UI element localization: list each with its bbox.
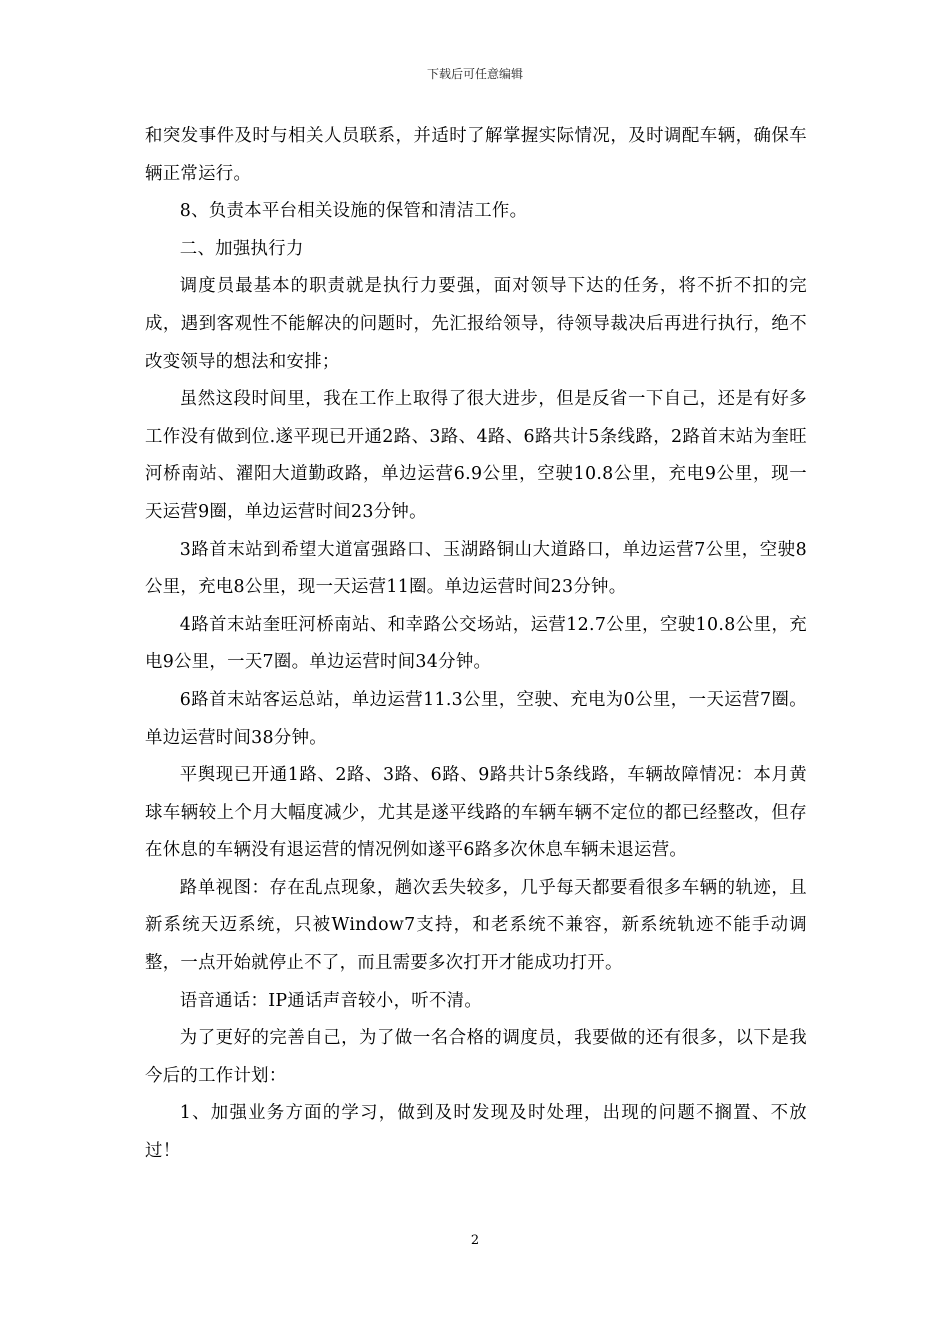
paragraph-route-3: 3路首末站到希望大道富强路口、玉湖路铜山大道路口，单边运营7公里，空驶8公里，充电8公里，现一天运营11圈。单边运营时间23分钟。	[145, 539, 807, 598]
paragraph-suiping-lines: 虽然这段时间里，我在工作上取得了很大进步，但是反省一下自己，还是有好多工作没有做到位.遂平现已开通2路、3路、4路、6路共计5条线路，2路首末站为奎旺河桥南站、濯阳大道勤政路，单边运营6.9公里，空驶10.8公里，充电9公里，现一天运营9圈，单边运营时间23分钟。	[145, 389, 807, 522]
paragraph-route-6: 6路首末站客运总站，单边运营11.3公里，空驶、充电为0公里，一天运营7圈。单边运营时间38分钟。	[145, 689, 807, 748]
paragraph-work-plan-intro: 为了更好的完善自己，为了做一名合格的调度员，我要做的还有很多，以下是我今后的工作计划：	[145, 1028, 807, 1086]
paragraph-pingyu-lines: 平舆现已开通1路、2路、3路、6路、9路共计5条线路，车辆故障情况：本月黄球车辆较上个月大幅度减少，尤其是遂平线路的车辆车辆不定位的都已经整改，但存在休息的车辆没有退运营的情况例如遂平6路多次休息车辆未退运营。	[145, 765, 807, 861]
paragraph-voice-call: 语音通话：IP通话声音较小，听不清。	[179, 990, 483, 1011]
page-number: 2	[470, 1233, 480, 1248]
section-heading-execution: 二、加强执行力	[179, 238, 304, 259]
paragraph-route-view: 路单视图：存在乱点现象，趟次丢失较多，几乎每天都要看很多车辆的轨迹，且新系统天迈系统，只被Window7支持，和老系统不兼容，新系统轨迹不能手动调整，一点开始就停止不了，而且需要多次打开才能成功打开。	[145, 877, 807, 974]
page-header: 下载后可任意编辑	[426, 67, 523, 81]
paragraph-plan-item-1: 1、加强业务方面的学习，做到及时发现及时处理，出现的问题不搁置、不放过！	[145, 1103, 807, 1162]
paragraph-route-4: 4路首末站奎旺河桥南站、和幸路公交场站，运营12.7公里，空驶10.8公里，充电9公里，一天7圈。单边运营时间34分钟。	[145, 614, 807, 673]
document-body	[145, 118, 807, 1171]
paragraph-dispatcher-duty: 调度员最基本的职责就是执行力要强，面对领导下达的任务，将不折不扣的完成，遇到客观性不能解决的问题时，先汇报给领导，待领导裁决后再进行执行，绝不改变领导的想法和安排；	[145, 276, 807, 372]
paragraph-item-8: 8、负责本平台相关设施的保管和清洁工作。	[179, 201, 528, 222]
paragraph-continued: 和突发事件及时与相关人员联系，并适时了解掌握实际情况，及时调配车辆，确保车辆正常运行。	[145, 126, 807, 184]
